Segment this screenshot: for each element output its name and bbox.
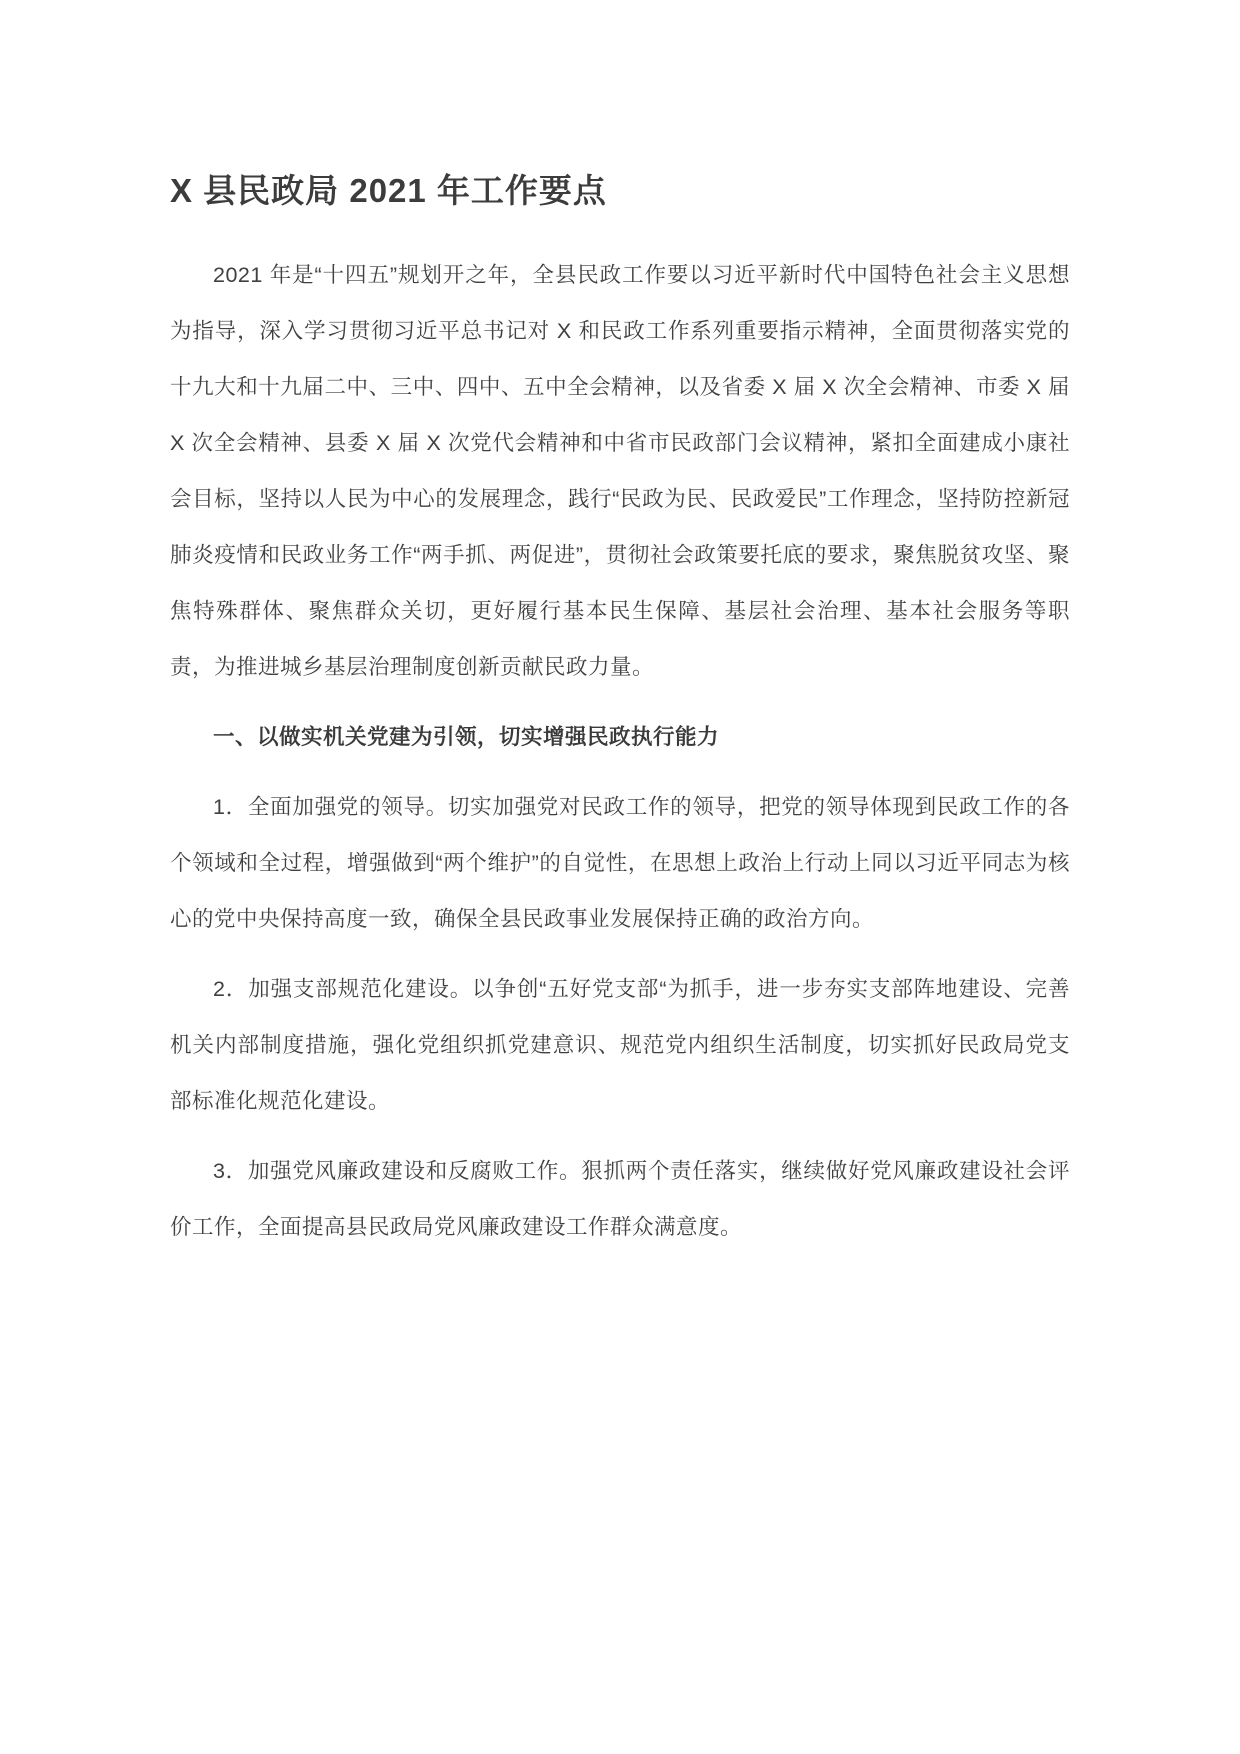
document-title: X 县民政局 2021 年工作要点 [170,172,607,209]
paragraph-intro: 2021 年是“十四五”规划开之年，全县民政工作要以习近平新时代中国特色社会主义思想为指导，深入学习贯彻习近平总书记对 X 和民政工作系列重要指示精神，全面贯彻落实党的十九大和十九届二中、三中、四中、五中全会精神，以及省委 X 届 X 次全会精神、市委 X 届 X 次全会精神、县委 X 届 X 次党代会精神和中省市民政部门会议精神，紧扣全面建成小康社会目标，坚持以人民为中心的发展理念，践行“民政为民、民政爱民”工作理念，坚持防控新冠肺炎疫情和民政业务工作“两手抓、两促进”，贯彻社会政策要托底的要求，聚焦脱贫攻坚、聚焦特殊群体、聚焦群众关切，更好履行基本民生保障、基层社会治理、基本社会服务等职责，为推进城乡基层治理制度创新贡献民政力量。 [170,262,1070,679]
paragraph-item-3: 3．加强党风廉政建设和反腐败工作。狠抓两个责任落实，继续做好党风廉政建设社会评价工作，全面提高县民政局党风廉政建设工作群众满意度。 [170,1158,1070,1239]
paragraph-item-2: 2．加强支部规范化建设。以争创“五好党支部“为抓手，进一步夯实支部阵地建设、完善机关内部制度措施，强化党组织抓党建意识、规范党内组织生活制度，切实抓好民政局党支部标准化规范化建设。 [170,976,1070,1113]
paragraph-item-1: 1．全面加强党的领导。切实加强党对民政工作的领导，把党的领导体现到民政工作的各个领域和全过程，增强做到“两个维护”的自觉性，在思想上政治上行动上同以习近平同志为核心的党中央保持高度一致，确保全县民政事业发展保持正确的政治方向。 [170,794,1070,931]
section-heading-1: 一、以做实机关党建为引领，切实增强民政执行能力 [213,724,720,749]
